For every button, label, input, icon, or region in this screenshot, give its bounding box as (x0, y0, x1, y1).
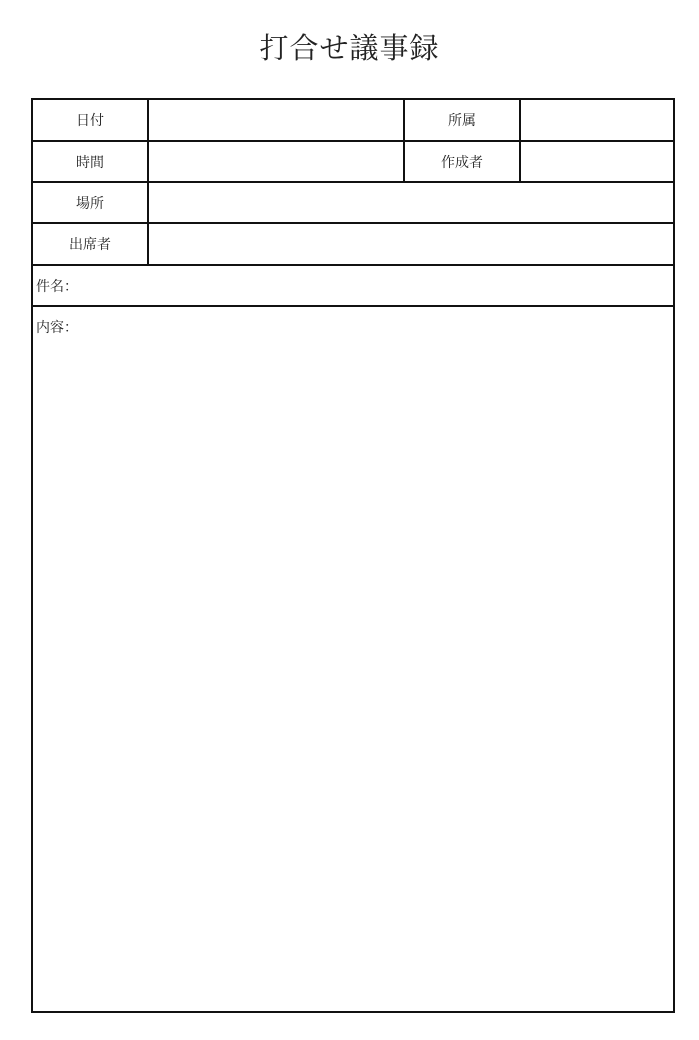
affiliation-field[interactable] (519, 98, 675, 142)
time-field[interactable] (147, 140, 405, 183)
author-label: 作成者 (403, 140, 521, 183)
attendees-label: 出席者 (31, 222, 149, 266)
place-field[interactable] (147, 181, 675, 224)
content-field[interactable]: 内容： (31, 305, 675, 1013)
page-title: 打合せ議事録 (259, 31, 440, 65)
time-label: 時間 (31, 140, 149, 183)
affiliation-label: 所属 (403, 98, 521, 142)
subject-field[interactable]: 件名： (31, 264, 675, 307)
date-label: 日付 (31, 98, 149, 142)
author-field[interactable] (519, 140, 675, 183)
date-field[interactable] (147, 98, 405, 142)
attendees-field[interactable] (147, 222, 675, 266)
place-label: 場所 (31, 181, 149, 224)
